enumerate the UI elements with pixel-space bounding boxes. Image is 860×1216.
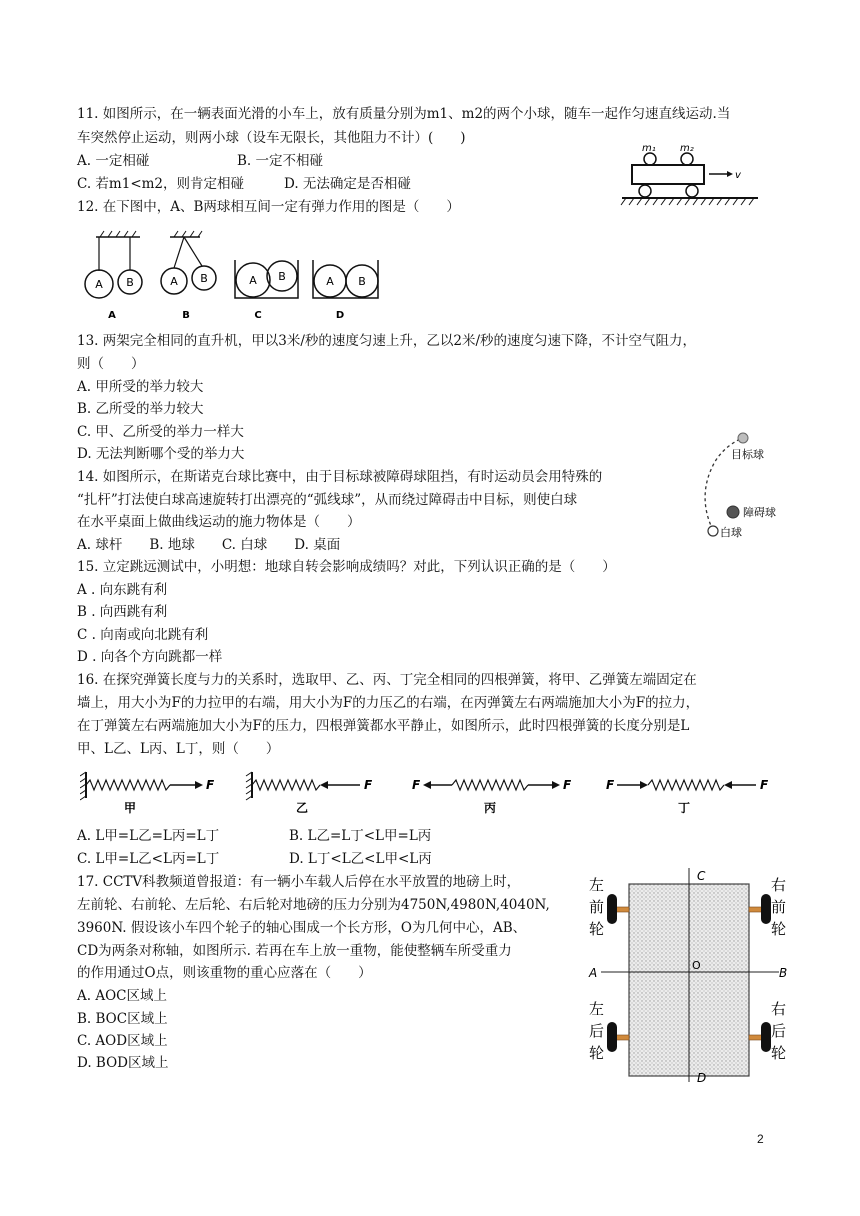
q17-label-o: O — [692, 959, 701, 972]
q14-stem-line3: 在水平桌面上做曲线运动的施力物体是（ ） — [77, 514, 361, 530]
q11-option-c: C. 若m1<m2，则肯定相碰 — [77, 176, 245, 192]
q12-b-ball-a-label: A — [170, 275, 178, 288]
q17-axle-lf — [615, 907, 629, 912]
q12-a-ball-b-label: B — [126, 276, 134, 289]
q12-caption-a: A — [108, 310, 116, 321]
q16-springs-figure — [80, 764, 780, 816]
q12-c-ball-b-label: B — [278, 270, 286, 283]
q17-stem-line3: 3960N. 假设该小车四个轮子的轴心围成一个长方形，O为几何中心，AB、 — [77, 920, 527, 936]
q11-ground-hatch — [621, 198, 754, 205]
q14-obstacle-label: 障碍球 — [743, 506, 776, 519]
q16-stem-line1: 16. 在探究弹簧长度与力的关系时，选取甲、乙、丙、丁完全相同的四根弹簧，将甲、乙弹簧左端固定在 — [77, 672, 697, 688]
q17-rf-char3: 轮 — [771, 920, 787, 938]
q11-velocity-arrow — [727, 171, 733, 177]
q17-axle-rr — [749, 1035, 763, 1040]
q16-spring-jia — [80, 772, 215, 815]
q17-wheel-right-front — [761, 894, 771, 924]
q16-option-c: C. L甲=L乙<L丙=L丁 — [77, 851, 220, 867]
q14-target-ball — [738, 433, 748, 443]
q17-wheel-left-rear — [607, 1022, 617, 1052]
q11-stem-line2: 车突然停止运动，则两小球（设车无限长，其他阻力不计）( ) — [77, 130, 466, 146]
q15-option-a: A . 向东跳有利 — [77, 582, 168, 598]
q16-jia-force-label: F — [206, 778, 215, 792]
q15-option-c: C . 向南或向北跳有利 — [77, 627, 209, 643]
q12-d-ball-a-label: A — [326, 275, 334, 288]
q16-stem-line3: 在丁弹簧左右两端施加大小为F的压力，四根弹簧都水平静止，如图所示，此时四根弹簧的长度分别是L — [77, 718, 690, 734]
page-number: 2 — [757, 1132, 764, 1146]
q17-label-c: C — [697, 869, 706, 883]
q17-lr-char2: 后 — [589, 1022, 605, 1040]
q17-axle-rf — [749, 907, 763, 912]
q12-a-ball-a-label: A — [95, 278, 103, 291]
q12-stem: 12. 在下图中，A、B两球相互间一定有弹力作用的图是（ ） — [77, 199, 460, 215]
q13-stem-line1: 13. 两架完全相同的直升机，甲以3米/秒的速度匀速上升，乙以2米/秒的速度匀速下降，不计空气阻力， — [77, 333, 697, 349]
q16-ding-force-right-label: F — [760, 778, 769, 792]
q17-lr-char1: 左 — [589, 1000, 605, 1018]
q14-white-ball — [708, 526, 718, 536]
q11-option-a: A. 一定相碰 — [77, 153, 150, 169]
q13-option-b: B. 乙所受的举力较大 — [77, 401, 204, 417]
q12-c-ball-a-label: A — [249, 274, 257, 287]
q14-stem-line1: 14. 如图所示，在斯诺克台球比赛中，由于目标球被障碍球阻挡，有时运动员会用特殊的 — [77, 469, 603, 485]
q15-option-b: B . 向西跳有利 — [77, 604, 168, 620]
q11-ball-m1 — [644, 153, 656, 165]
q12-panel-b — [161, 231, 216, 321]
q16-option-d: D. L丁<L乙<L甲<L丙 — [289, 851, 432, 867]
q17-option-c: C. AOD区域上 — [77, 1033, 168, 1049]
q17-rr-char3: 轮 — [771, 1044, 787, 1062]
q17-wheel-left-front — [607, 894, 617, 924]
q15-option-d: D . 向各个方向跳都一样 — [77, 649, 223, 665]
q12-caption-b: B — [182, 310, 190, 321]
q11-option-b: B. 一定不相碰 — [237, 153, 324, 169]
q16-ding-label: 丁 — [677, 801, 691, 815]
q17-wheel-right-rear — [761, 1022, 771, 1052]
q14-snooker-figure — [700, 428, 790, 544]
q17-rf-char2: 前 — [771, 898, 787, 916]
q11-wheel-left — [639, 185, 651, 197]
q11-ball-m2 — [681, 153, 693, 165]
q11-velocity-label: v — [735, 170, 741, 181]
q17-lf-char3: 轮 — [589, 920, 605, 938]
q16-yi-label: 乙 — [295, 801, 309, 815]
q13-stem-line2: 则（ ） — [77, 356, 145, 372]
q17-stem-line1: 17. CCTV科教频道曾报道：有一辆小车载人后停在水平放置的地磅上时， — [77, 874, 521, 890]
q16-bing-force-left-label: F — [412, 778, 421, 792]
q12-panel-a — [85, 231, 142, 321]
q13-option-d: D. 无法判断哪个受的举力大 — [77, 446, 245, 462]
q16-option-b: B. L乙=L丁<L甲=L丙 — [289, 828, 432, 844]
q16-spring-bing — [412, 778, 572, 815]
q17-lf-char1: 左 — [589, 876, 605, 894]
q16-jia-label: 甲 — [123, 801, 137, 815]
q17-option-d: D. BOD区域上 — [77, 1055, 169, 1071]
q14-stem-line2: “扎杆”打法使白球高速旋转打出漂亮的“弧线球”，从而绕过障碍击中目标，则使白球 — [77, 492, 578, 508]
q17-rr-char2: 后 — [771, 1022, 787, 1040]
q13-option-c: C. 甲、乙所受的举力一样大 — [77, 424, 244, 440]
q17-rf-char1: 右 — [771, 876, 787, 894]
q12-figure — [78, 226, 388, 322]
q11-stem-line1: 11. 如图所示，在一辆表面光滑的小车上，放有质量分别为m1、m2的两个小球，随车一起作匀速直线运动.当 — [77, 106, 731, 122]
q11-m2-label: m₂ — [680, 143, 694, 154]
q16-bing-force-right-label: F — [563, 778, 572, 792]
q17-lr-char3: 轮 — [589, 1044, 605, 1062]
q11-m1-label: m₁ — [642, 143, 656, 154]
q17-lf-char2: 前 — [589, 898, 605, 916]
q12-d-ball-b-label: B — [358, 275, 366, 288]
q14-obstacle-ball — [727, 506, 739, 518]
q12-panel-d — [313, 260, 378, 321]
q14-target-label: 目标球 — [731, 448, 764, 461]
q13-option-a: A. 甲所受的举力较大 — [77, 379, 204, 395]
q17-car-figure — [585, 864, 795, 1086]
q16-option-a: A. L甲=L乙=L丙=L丁 — [77, 828, 220, 844]
q12-b-ball-b-label: B — [200, 272, 208, 285]
q17-stem-line4: CD为两条对称轴，如图所示. 若再在车上放一重物，能使整辆车所受重力 — [77, 943, 512, 959]
q17-option-a: A. AOC区域上 — [77, 988, 167, 1004]
q12-caption-c: C — [254, 310, 262, 321]
q17-option-b: B. BOC区域上 — [77, 1011, 168, 1027]
q16-spring-yi — [246, 772, 373, 815]
q11-option-d: D. 无法确定是否相碰 — [284, 176, 411, 192]
q11-wheel-right — [686, 185, 698, 197]
q12-caption-d: D — [335, 310, 345, 321]
q14-options: A. 球杆 B. 地球 C. 白球 D. 桌面 — [77, 537, 341, 553]
q17-stem-line5: 的作用通过O点，则该重物的重心应落在（ ） — [77, 965, 372, 981]
q16-yi-force-label: F — [364, 778, 373, 792]
q16-bing-label: 丙 — [483, 801, 497, 815]
q16-stem-line2: 墙上，用大小为F的力拉甲的右端，用大小为F的力压乙的右端，在丙弹簧左右两端施加大小为F的拉力， — [77, 695, 700, 711]
q17-label-a: A — [589, 966, 598, 980]
q16-spring-ding — [606, 778, 769, 815]
q16-stem-line4: 甲、L乙、L丙、L丁，则（ ） — [77, 741, 280, 757]
q17-rr-char1: 右 — [771, 1000, 787, 1018]
q11-cart-figure — [620, 140, 760, 210]
q15-stem: 15. 立定跳远测试中，小明想：地球自转会影响成绩吗？对此，下列认识正确的是（ ） — [77, 559, 616, 575]
q12-panel-c — [235, 260, 298, 321]
q14-white-label: 白球 — [720, 526, 742, 539]
q17-label-b: B — [779, 966, 788, 980]
q16-ding-force-left-label: F — [606, 778, 615, 792]
q11-cart-body — [632, 165, 704, 184]
q17-label-d: D — [697, 1071, 707, 1085]
q17-axle-lr — [615, 1035, 629, 1040]
q17-stem-line2: 左前轮、右前轮、左后轮、右后轮对地磅的压力分别为4750N,4980N,4040N, — [77, 897, 550, 913]
